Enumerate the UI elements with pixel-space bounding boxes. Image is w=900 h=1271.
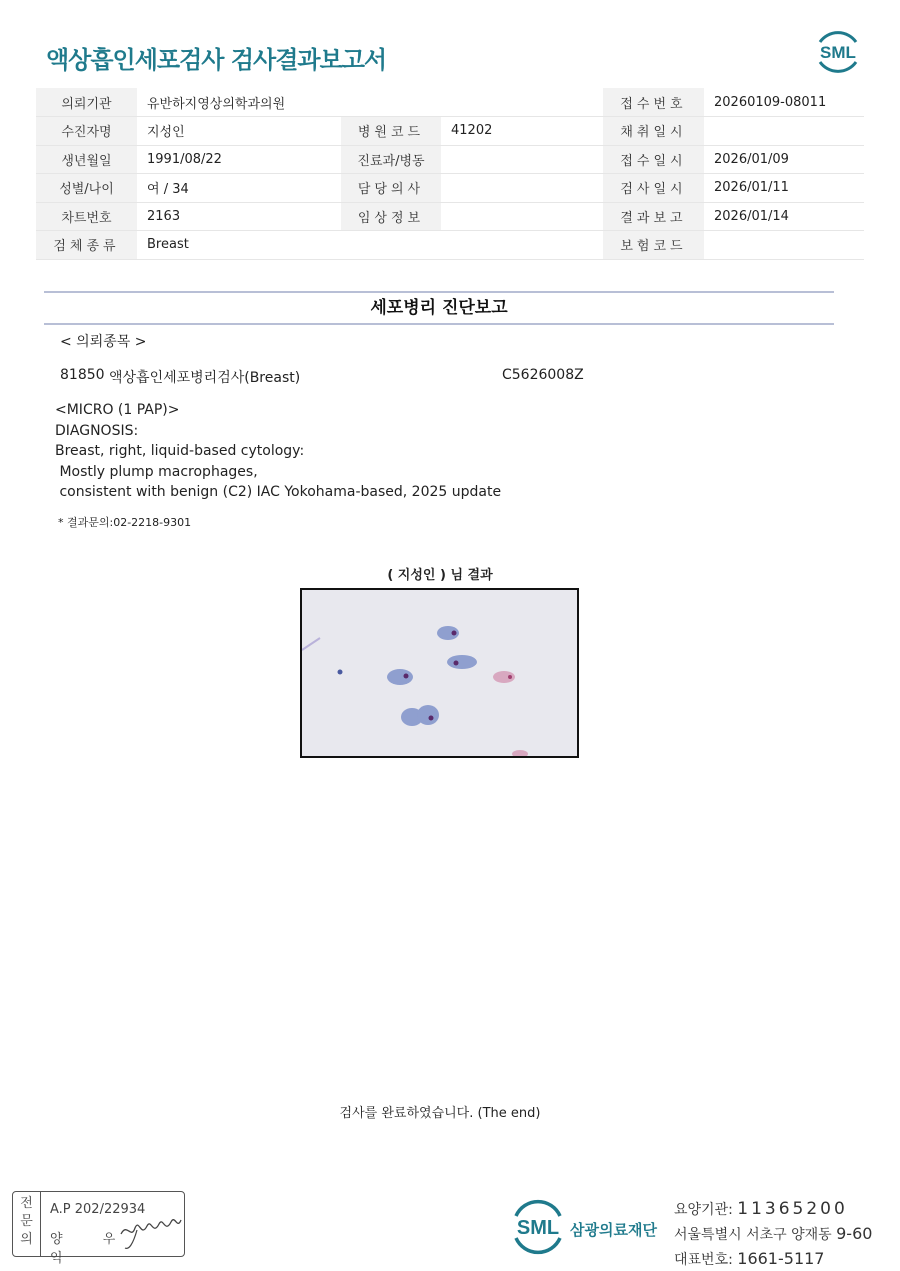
report-title: 액상흡인세포검사 검사결과보고서 bbox=[46, 46, 387, 74]
value-hospital-code: 41202 bbox=[441, 117, 603, 146]
inquiry-phone: * 결과문의:02-2218-9301 bbox=[58, 516, 192, 529]
institution-code: 11365200 bbox=[737, 1199, 848, 1219]
value-department bbox=[441, 145, 603, 174]
table-row bbox=[36, 145, 864, 174]
section-title: 세포병리 진단보고 bbox=[370, 298, 508, 318]
label-birth-date: 생년월일 bbox=[36, 145, 137, 174]
label-report-date: 결과보고 bbox=[603, 202, 704, 231]
diagnosis-line: <MICRO (1 PAP)> bbox=[55, 402, 180, 418]
section-header bbox=[44, 291, 834, 325]
footer-address-block bbox=[674, 1197, 872, 1271]
table-row bbox=[36, 202, 864, 231]
label-department: 진료과/병동 bbox=[341, 145, 441, 174]
value-sex-age: 여 / 34 bbox=[137, 174, 341, 203]
label-physician: 담당의사 bbox=[341, 174, 441, 203]
stamp-pathologist-name: 양 우 익 bbox=[50, 1232, 134, 1266]
diagnosis-text bbox=[55, 400, 501, 503]
stamp-side-char: 의 bbox=[20, 1232, 33, 1247]
label-specimen-type: 검체종류 bbox=[36, 231, 137, 260]
label-receipt-date: 접수일시 bbox=[603, 145, 704, 174]
diagnosis-line: Mostly plump macrophages, bbox=[55, 463, 258, 480]
value-requesting-institution: 유반하지영상의학과의원 bbox=[137, 88, 603, 117]
table-row bbox=[36, 88, 864, 117]
label-requesting-institution: 의뢰기관 bbox=[36, 88, 137, 117]
value-receipt-number: 20260109-08011 bbox=[704, 88, 864, 117]
label-chart-number: 차트번호 bbox=[36, 202, 137, 231]
label-patient-name: 수진자명 bbox=[36, 117, 137, 146]
stamp-side-char: 전 bbox=[20, 1196, 33, 1211]
signature-icon bbox=[117, 1204, 183, 1252]
result-caption: ( 지성인 ) 님 결과 bbox=[387, 568, 493, 583]
value-clinical-info bbox=[441, 202, 603, 231]
value-chart-number: 2163 bbox=[137, 202, 341, 231]
address-line bbox=[674, 1222, 872, 1247]
request-heading: < 의뢰종목 > bbox=[60, 334, 147, 350]
value-patient-name: 지성인 bbox=[137, 117, 341, 146]
stamp-side-char: 문 bbox=[20, 1214, 33, 1229]
institution-code-line bbox=[674, 1197, 872, 1222]
value-report-date: 2026/01/14 bbox=[704, 202, 864, 231]
value-physician bbox=[441, 174, 603, 203]
svg-text:SML: SML bbox=[516, 1217, 560, 1239]
value-receipt-date: 2026/01/09 bbox=[704, 145, 864, 174]
foundation-name: 삼광의료재단 bbox=[570, 1221, 657, 1239]
table-row bbox=[36, 174, 864, 203]
table-row bbox=[36, 231, 864, 260]
phone-label: 대표번호: bbox=[674, 1252, 738, 1268]
value-insurance-code bbox=[704, 231, 864, 260]
label-insurance-code: 보험코드 bbox=[603, 231, 704, 260]
institution-code-label: 요양기관: bbox=[674, 1202, 738, 1218]
table-row bbox=[36, 117, 864, 146]
pathologist-stamp bbox=[12, 1191, 185, 1266]
address-number: 9-60 bbox=[836, 1224, 873, 1243]
diagnosis-line: Breast, right, liquid-based cytology: bbox=[55, 443, 305, 459]
sml-logo-icon bbox=[812, 28, 864, 76]
request-name: 액상흡인세포병리검사(Breast) bbox=[109, 370, 301, 386]
label-hospital-code: 병원코드 bbox=[341, 117, 441, 146]
stamp-side-label bbox=[13, 1192, 41, 1256]
cytology-cells-icon bbox=[302, 590, 577, 756]
stamp-ap-number: A.P 202/22934 bbox=[50, 1202, 146, 1217]
diagnosis-line: consistent with benign (C2) IAC Yokohama-based, 2025 update bbox=[55, 484, 502, 500]
label-clinical-info: 임상정보 bbox=[341, 202, 441, 231]
end-notice: 검사를 완료하였습니다. (The end) bbox=[339, 1106, 541, 1121]
value-specimen-type: Breast bbox=[137, 231, 603, 260]
label-receipt-number: 접수번호 bbox=[603, 88, 704, 117]
patient-info-table bbox=[36, 88, 864, 260]
value-collection-date bbox=[704, 117, 864, 146]
svg-text:SML: SML bbox=[820, 43, 856, 62]
sml-footer-logo-icon bbox=[508, 1198, 568, 1256]
cytology-image bbox=[300, 588, 579, 758]
label-collection-date: 채취일시 bbox=[603, 117, 704, 146]
request-id: C5626008Z bbox=[502, 367, 584, 383]
label-test-date: 검사일시 bbox=[603, 174, 704, 203]
diagnosis-line: DIAGNOSIS: bbox=[55, 422, 139, 439]
request-code: 81850 bbox=[60, 367, 105, 383]
label-sex-age: 성별/나이 bbox=[36, 174, 137, 203]
address-label: 서울특별시 서초구 양재동 bbox=[674, 1227, 837, 1243]
phone-number: 1661-5117 bbox=[737, 1249, 825, 1268]
phone-line bbox=[674, 1247, 872, 1271]
value-test-date: 2026/01/11 bbox=[704, 174, 864, 203]
value-birth-date: 1991/08/22 bbox=[137, 145, 341, 174]
